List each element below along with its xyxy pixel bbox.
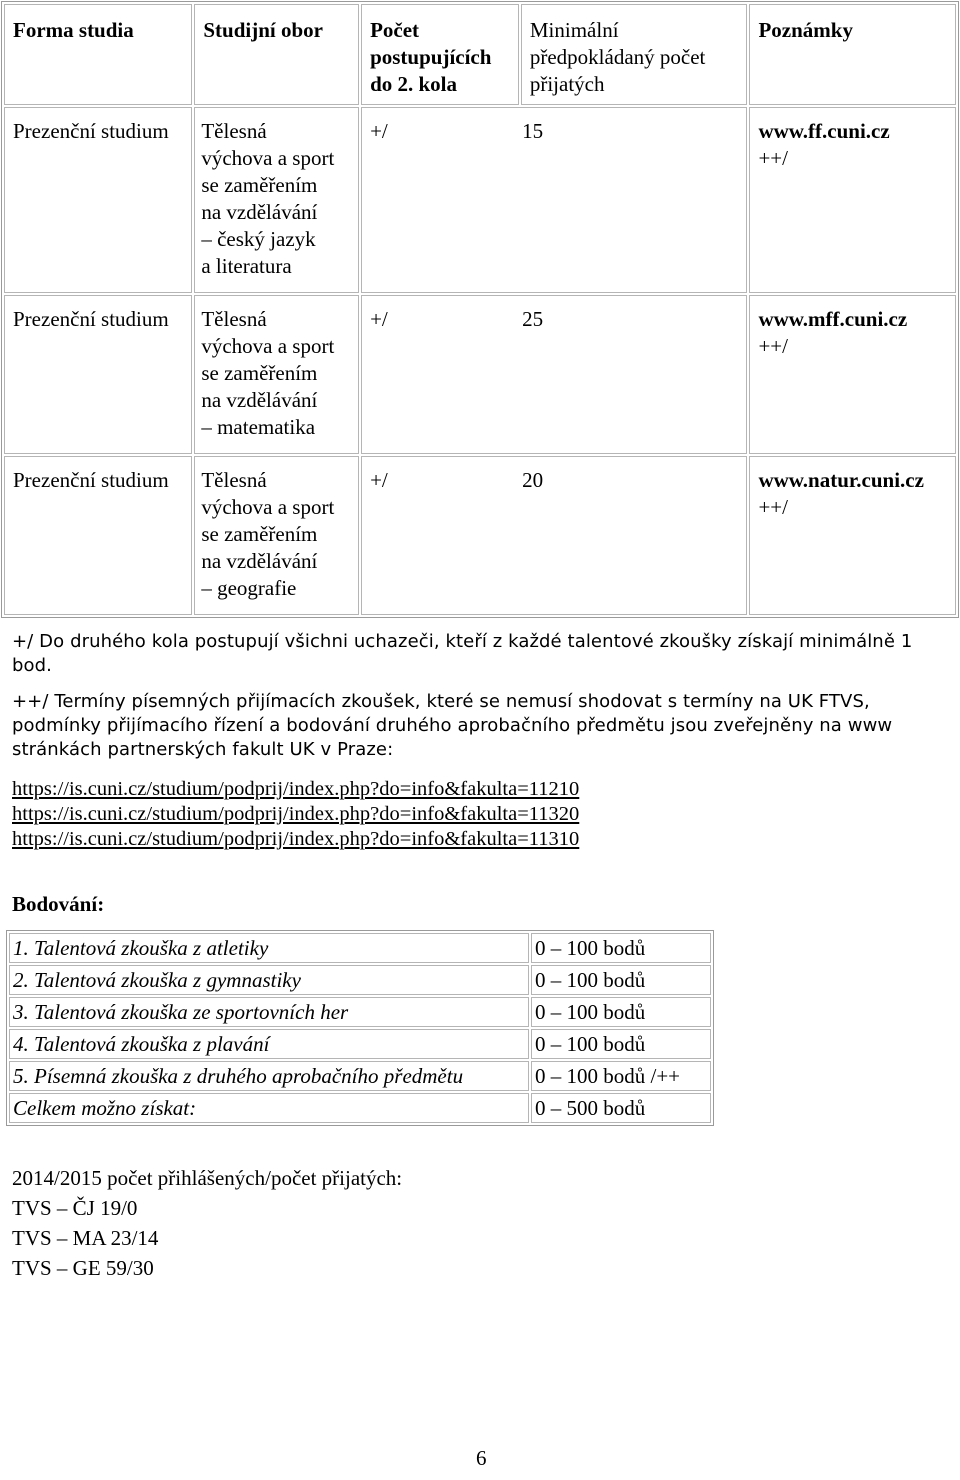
table-row	[9, 933, 711, 963]
table-row	[9, 965, 711, 995]
field-line: na vzdělávání	[201, 549, 318, 573]
admissions-table	[1, 1, 959, 618]
cell-notes	[749, 107, 956, 293]
stats-line: TVS – ČJ 19/0	[12, 1196, 138, 1220]
field-line: – matematika	[201, 415, 316, 439]
field-line: se zaměřením	[201, 522, 318, 546]
table-row	[4, 107, 956, 293]
note-mark: ++/	[758, 495, 788, 519]
faculty-website: www.ff.cuni.cz	[758, 119, 890, 143]
faculty-website: www.natur.cuni.cz	[758, 468, 924, 492]
cell-counts	[361, 107, 747, 293]
scoring-label: 1. Talentová zkouška z atletiky	[9, 933, 529, 963]
field-line: na vzdělávání	[201, 388, 318, 412]
field-line: a literatura	[201, 254, 292, 278]
field-line: se zaměřením	[201, 361, 318, 385]
header-field: Studijní obor	[194, 4, 359, 105]
cell-field	[194, 456, 359, 615]
cell-counts	[361, 295, 747, 454]
field-line: na vzdělávání	[201, 200, 318, 224]
scoring-value: 0 – 100 bodů	[531, 1029, 711, 1059]
stats-title: 2014/2015 počet přihlášených/počet přijatých:	[12, 1166, 403, 1190]
cell-notes	[749, 456, 956, 615]
scoring-value: 0 – 100 bodů	[531, 997, 711, 1027]
table-row	[9, 997, 711, 1027]
faculty-link-11310[interactable]: https://is.cuni.cz/studium/podprij/index.php?do=info&fakulta=11310	[12, 828, 580, 850]
cell-field	[194, 295, 359, 454]
cell-mark: +/	[370, 307, 388, 331]
field-line: – český jazyk	[201, 227, 316, 251]
cell-notes	[749, 295, 956, 454]
table-row	[4, 295, 956, 454]
footnote-advancing: +/ Do druhého kola postupují všichni uchazeči, kteří z každé talentové zkoušky získají minimálně 1 bod.	[12, 631, 913, 676]
scoring-value: 0 – 100 bodů /++	[531, 1061, 711, 1091]
cell-counts	[361, 456, 747, 615]
scoring-value: 0 – 100 bodů	[531, 965, 711, 995]
cell-form: Prezenční studium	[4, 456, 192, 615]
table-header-row	[4, 4, 956, 105]
header-form: Forma studia	[4, 4, 192, 105]
faculty-link-11320[interactable]: https://is.cuni.cz/studium/podprij/index.php?do=info&fakulta=11320	[12, 803, 580, 825]
scoring-label: 5. Písemná zkouška z druhého aprobačního předmětu	[9, 1061, 529, 1091]
field-line: – geografie	[201, 576, 297, 600]
page-number: 6	[476, 1446, 487, 1470]
stats-line: TVS – GE 59/30	[12, 1256, 154, 1280]
scoring-table	[6, 930, 714, 1126]
scoring-value: 0 – 100 bodů	[531, 933, 711, 963]
cell-count: 20	[522, 468, 544, 492]
scoring-label: Celkem možno získat:	[9, 1093, 529, 1123]
faculty-link-11210[interactable]: https://is.cuni.cz/studium/podprij/index.php?do=info&fakulta=11210	[12, 778, 580, 800]
faculty-website: www.mff.cuni.cz	[758, 307, 908, 331]
table-row	[4, 456, 956, 615]
scoring-label: 3. Talentová zkouška ze sportovních her	[9, 997, 529, 1027]
table-row	[9, 1061, 711, 1091]
scoring-label: 2. Talentová zkouška z gymnastiky	[9, 965, 529, 995]
cell-form: Prezenční studium	[4, 107, 192, 293]
field-line: se zaměřením	[201, 173, 318, 197]
header-notes: Poznámky	[749, 4, 956, 105]
cell-count: 25	[522, 307, 544, 331]
header-minimum-admitted: Minimální předpokládaný počet přijatých	[521, 4, 748, 105]
scoring-label: 4. Talentová zkouška z plavání	[9, 1029, 529, 1059]
field-line: výchova a sport	[201, 334, 335, 358]
footnote-exam-dates: ++/ Termíny písemných přijímacích zkoušek, které se nemusí shodovat s termíny na UK FTVS, podmínky přijímacího řízení a bodování druhého aprobačního předmětu jsou zveřejněny na www stránkách partnerských fakult UK v Praze:	[12, 691, 893, 760]
field-line: výchova a sport	[201, 146, 335, 170]
field-line: výchova a sport	[201, 495, 335, 519]
header-advancing: Počet postupujících do 2. kola	[361, 4, 519, 105]
table-row	[9, 1029, 711, 1059]
field-line: Tělesná	[201, 307, 267, 331]
field-line: Tělesná	[201, 119, 267, 143]
scoring-title: Bodování:	[12, 892, 105, 916]
cell-count: 15	[522, 119, 544, 143]
field-line: Tělesná	[201, 468, 267, 492]
cell-mark: +/	[370, 468, 388, 492]
note-mark: ++/	[758, 334, 788, 358]
note-mark: ++/	[758, 146, 788, 170]
cell-field	[194, 107, 359, 293]
cell-mark: +/	[370, 119, 388, 143]
table-row	[9, 1093, 711, 1123]
stats-line: TVS – MA 23/14	[12, 1226, 159, 1250]
scoring-value: 0 – 500 bodů	[531, 1093, 711, 1123]
cell-form: Prezenční studium	[4, 295, 192, 454]
